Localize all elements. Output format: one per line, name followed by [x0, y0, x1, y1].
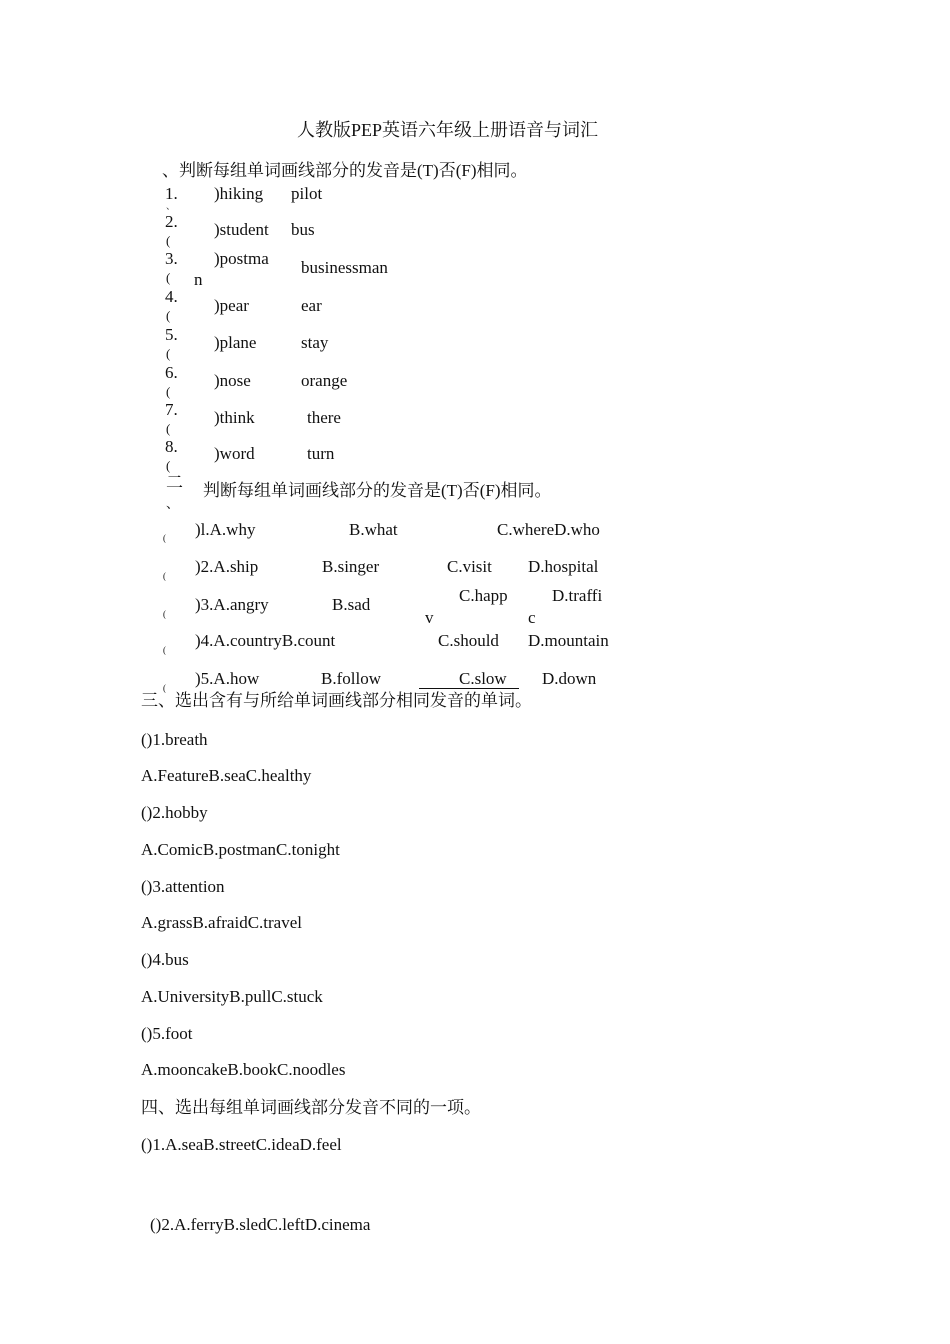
- item-number: 4.: [165, 287, 178, 306]
- item-word-b: ear: [301, 296, 322, 315]
- item-number: 1.: [165, 184, 178, 203]
- section4-heading: 四、选出每组单词画线部分发音不同的一项。: [141, 1098, 481, 1117]
- page-title: 人教版PEP英语六年级上册语音与词汇: [297, 120, 599, 140]
- option-d: D.traffi: [552, 586, 603, 605]
- choices-line: A.UniversityB.pullC.stuck: [141, 987, 323, 1006]
- row-paren: (: [163, 683, 166, 693]
- option-c: C.whereD.who: [497, 520, 600, 539]
- option-b: B.singer: [322, 557, 380, 576]
- item-paren: 、: [166, 201, 176, 211]
- row-paren: (: [163, 533, 166, 543]
- option-b: B.follow: [321, 669, 381, 688]
- section1-heading: 、判断每组单词画线部分的发音是(T)否(F)相同。: [162, 161, 528, 180]
- item-word-a: )word: [214, 444, 255, 463]
- option-c: C.happ: [459, 586, 508, 605]
- item-word-b: orange: [301, 371, 348, 390]
- item-number: 6.: [165, 363, 178, 382]
- option-d: D.down: [542, 669, 597, 688]
- option-b: B.what: [349, 520, 398, 539]
- item-number: 3.: [165, 249, 178, 268]
- section3-heading: 三、选出含有与所给单词画线部分相同发音的单词。: [141, 691, 532, 710]
- option-a: )5.A.how: [195, 669, 260, 688]
- option-a: )l.A.why: [195, 520, 256, 539]
- item-paren: (: [166, 458, 171, 473]
- option-a: )4.A.countryB.count: [195, 631, 336, 650]
- choices-line: A.ComicB.postmanC.tonight: [141, 840, 340, 859]
- option-c: C.slow: [419, 670, 519, 689]
- item-word-b: pilot: [291, 184, 323, 203]
- option-b: B.sad: [332, 595, 371, 614]
- item-word-a: )plane: [214, 333, 257, 352]
- item-word-b: businessman: [301, 258, 388, 277]
- item-paren: (: [166, 346, 171, 361]
- item-paren: (: [166, 421, 171, 436]
- question-line: ()1.A.seaB.streetC.ideaD.feel: [141, 1135, 342, 1154]
- choices-line: A.mooncakeB.bookC.noodles: [141, 1060, 346, 1079]
- question-line: ()3.attention: [141, 877, 225, 896]
- question-line: ()2.hobby: [141, 803, 208, 822]
- item-word-b: there: [307, 408, 341, 427]
- item-word-a-wrap: n: [194, 270, 203, 289]
- row-paren: (: [163, 571, 166, 581]
- choices-line: A.FeatureB.seaC.healthy: [141, 766, 312, 785]
- item-word-a: )hiking: [214, 184, 264, 203]
- item-paren: (: [166, 308, 171, 323]
- question-line: ()4.bus: [141, 950, 189, 969]
- option-c-wrap: v: [425, 608, 434, 627]
- option-a: )2.A.ship: [195, 557, 259, 576]
- item-word-a: )think: [214, 408, 255, 427]
- option-a: )3.A.angry: [195, 595, 269, 614]
- item-number: 2.: [165, 212, 178, 231]
- item-word-a: )postma: [214, 249, 269, 268]
- item-paren: (: [166, 384, 171, 399]
- item-word-b: turn: [307, 444, 335, 463]
- item-paren: (: [166, 270, 171, 285]
- section2-number: 二: [166, 473, 183, 492]
- row-paren: (: [163, 609, 166, 619]
- item-word-a: )nose: [214, 371, 251, 390]
- question-line: ()1.breath: [141, 730, 208, 749]
- option-d: D.mountain: [528, 631, 609, 650]
- item-number: 8.: [165, 437, 178, 456]
- question-line: ()5.foot: [141, 1024, 193, 1043]
- section2-heading: 判断每组单词画线部分的发音是(T)否(F)相同。: [203, 481, 552, 500]
- option-d-wrap: c: [528, 608, 536, 627]
- item-word-a: )student: [214, 220, 269, 239]
- item-word-b: bus: [291, 220, 315, 239]
- option-c: C.should: [438, 631, 499, 650]
- item-number: 7.: [165, 400, 178, 419]
- item-word-a: )pear: [214, 296, 249, 315]
- section2-number-mark: 、: [166, 496, 180, 511]
- choices-line: A.grassB.afraidC.travel: [141, 913, 302, 932]
- option-d: D.hospital: [528, 557, 599, 576]
- item-paren: (: [166, 233, 171, 248]
- question-line: ()2.A.ferryB.sledC.leftD.cinema: [150, 1215, 371, 1234]
- row-paren: (: [163, 645, 166, 655]
- option-c: C.visit: [447, 557, 492, 576]
- item-number: 5.: [165, 325, 178, 344]
- item-word-b: stay: [301, 333, 329, 352]
